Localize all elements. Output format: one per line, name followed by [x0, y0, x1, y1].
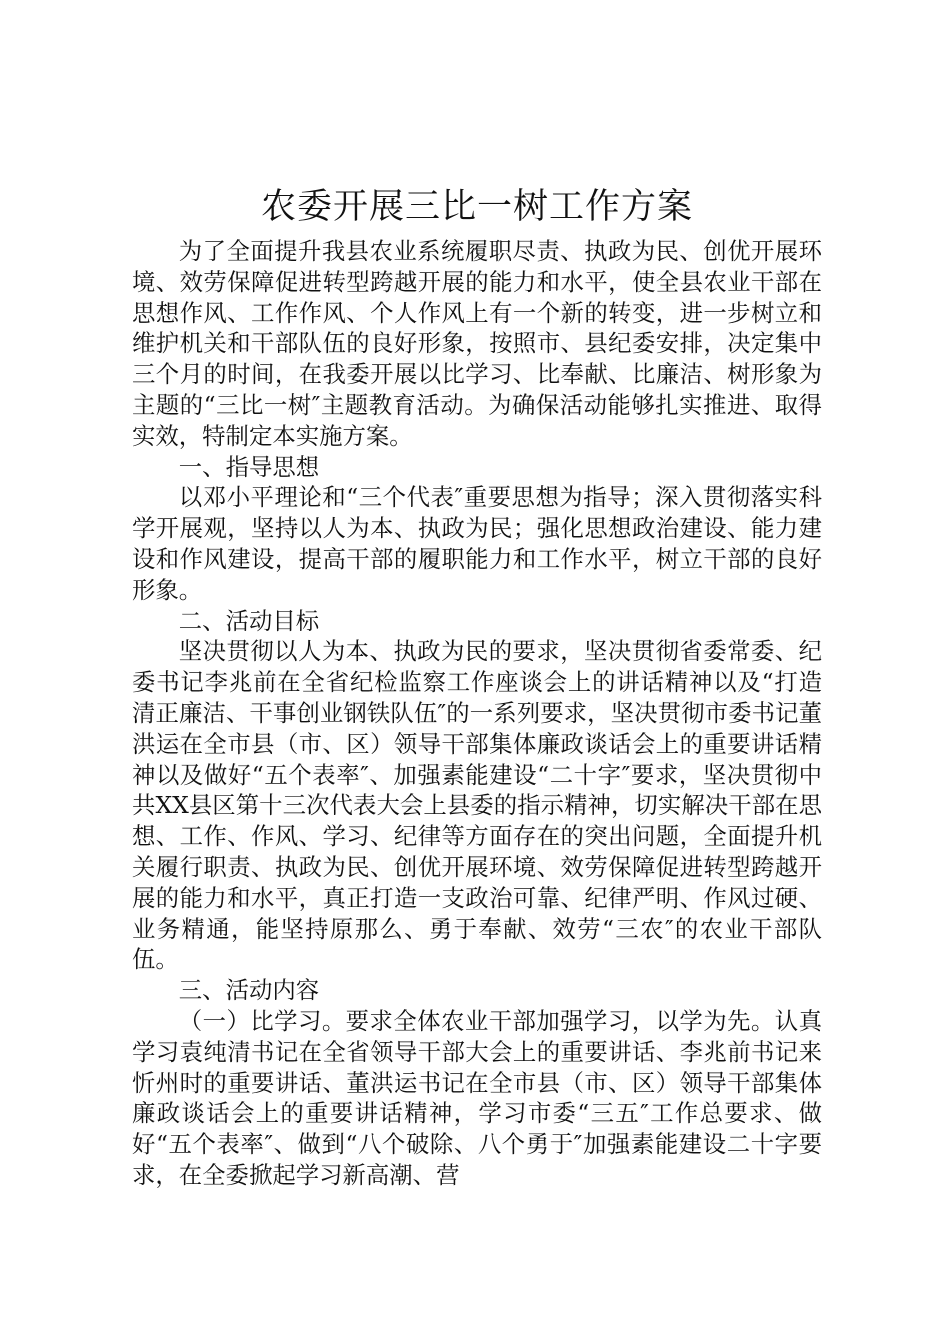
section-body-activity-goals: 坚决贯彻以人为本、执政为民的要求，坚决贯彻省委常委、纪委书记李兆前在全省纪检监察工作座谈会上的讲话精神以及“打造清正廉洁、干事创业钢铁队伍″的一系列要求，坚决贯彻市委书记董洪运在全市县（市、区）领导干部集体廉政谈话会上的重要讲话精神以及做好“五个表率″、加强素能建设“二十字″要求，坚决贯彻中共XX县区第十三次代表大会上县委的指示精神，切实解决干部在思想、工作、作风、学习、纪律等方面存在的突出问题，全面提升机关履行职责、执政为民、创优开展环境、效劳保障促进转型跨越开展的能力和水平，真正打造一支政治可靠、纪律严明、作风过硬、业务精通，能坚持原那么、勇于奉献、效劳“三农″的农业干部队伍。 — [132, 637, 822, 974]
section-heading-activity-content: 三、活动内容 — [178, 976, 320, 1005]
section-body-guiding-thought: 以邓小平理论和“三个代表″重要思想为指导；深入贯彻落实科学开展观，坚持以人为本、执政为民；强化思想政治建设、能力建设和作风建设，提高干部的履职能力和工作水平，树立干部的良好形象。 — [132, 483, 822, 604]
document-title: 农委开展三比一树工作方案 — [260, 187, 693, 227]
section-heading-guiding-thought: 一、指导思想 — [178, 452, 320, 481]
intro-paragraph: 为了全面提升我县农业系统履职尽责、执政为民、创优开展环境、效劳保障促进转型跨越开展的能力和水平，使全县农业干部在思想作风、工作作风、个人作风上有一个新的转变，进一步树立和维护机关和干部队伍的良好形象，按照市、县纪委安排，决定集中三个月的时间，在我委开展以比学习、比奉献、比廉洁、树形象为主题的“三比一树″主题教育活动。为确保活动能够扎实推进、取得实效，特制定本实施方案。 — [132, 237, 822, 450]
section-body-activity-content: （一）比学习。要求全体农业干部加强学习，以学为先。认真学习袁纯清书记在全省领导干部大会上的重要讲话、李兆前书记来忻州时的重要讲话、董洪运书记在全市县（市、区）领导干部集体廉政谈话会上的重要讲话精神，学习市委“三五″工作总要求、做好“五个表率″、做到“八个破除、八个勇于″加强素能建设二十字要求，在全委掀起学习新高潮、营 — [132, 1006, 822, 1189]
document-page — [132, 178, 822, 1191]
section-heading-activity-goals: 二、活动目标 — [178, 606, 320, 635]
